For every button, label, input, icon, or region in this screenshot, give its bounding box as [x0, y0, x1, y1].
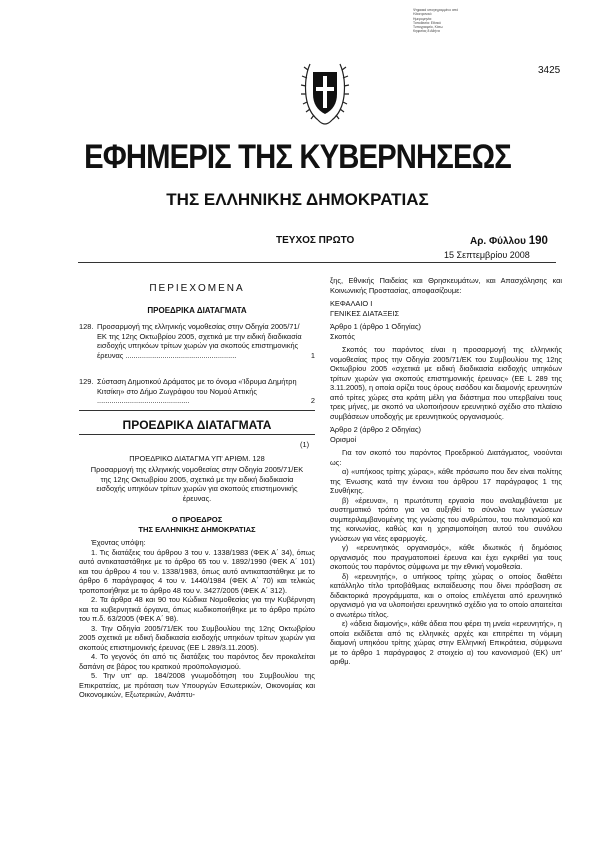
gazette-title: ΕΦΗΜΕΡΙΣ ΤΗΣ ΚΥΒΕΡΝΗΣΕΩΣ — [84, 138, 511, 176]
consideration-paragraph: 1. Τις διατάξεις του άρθρου 3 του ν. 1338/1983 (ΦΕΚ Α΄ 34), όπως αυτό αντικαταστάθηκε με το άρθρο 65 του ν. 1892/1990 (ΦΕΚ Α΄ 101) και του άρθρου 4 του ν. 1338/1983, όπως αυτό αντικαταστάθηκε με το άρθρο 6 παράγραφος 4 του ν. 1440/1984 (ΦΕΚ Α΄ 70) και τελικώς τροποποιήθηκε με το άρθρο 48 του ν. 3427/2005 (ΦΕΚ Α΄ 312). — [79, 547, 315, 595]
definition-paragraph: β) «έρευνα», η πρωτότυπη εργασία που αναλαμβάνεται με συστηματικό τρόπο για να αυξηθεί το σύνολο των γνώσεων συμπεριλαμβανομένης της γνώσης του ανθρώπου, του πολιτισμού και της κοινωνίας, καθώς και η χρησιμοποίηση αυτού του συνόλου γνώσεων για νέες εφαρμογές. — [330, 495, 562, 543]
decrees-heading: ΠΡΟΕΔΡΙΚΑ ΔΙΑΤΑΓΜΑΤΑ — [122, 418, 272, 432]
definition-paragraph: α) «υπήκοος τρίτης χώρας», κάθε πρόσωπο που δεν είναι πολίτης της Ένωσης κατά την έννοια του άρθρου 17 παράγραφος 1 της Συνθήκης. — [330, 467, 562, 495]
toc-item[interactable] — [79, 322, 315, 360]
article-2-title: Άρθρο 2 (άρθρο 2 Οδηγίας) — [330, 425, 421, 434]
decree-description: Προσαρμογή της ελληνικής νομοθεσίας στην Οδηγία 2005/71/ΕΚ της 12ης Οκτωβρίου 2005, σχετικά με την ειδική διαδικασία εισδοχής υπηκόων τρίτων χωρών για σκοπούς επιστημονικής έρευνας. — [90, 465, 304, 503]
toc-divider — [79, 410, 315, 411]
considerations-block — [79, 538, 315, 700]
stamp-line: Τοποθεσία: Εθνικό — [413, 20, 441, 25]
decision-intro: ξης, Εθνικής Παιδείας και Θρησκευμάτων, και Απασχόλησης και Κοινωνικής Προστασίας, αποφασίζουμε: — [330, 276, 562, 295]
stamp-line: Τυπογραφείο, Κάτω — [413, 25, 443, 30]
right-column — [330, 276, 562, 667]
article-1-title: Άρθρο 1 (άρθρο 1 Οδηγίας) — [330, 322, 421, 331]
issue-date: 15 Σεπτεμβρίου 2008 — [444, 250, 530, 260]
toc-item-number: 128. — [79, 322, 94, 331]
consideration-paragraph: 3. Την Οδηγία 2005/71/ΕΚ του Συμβουλίου της 12ης Οκτωβρίου 2005 σχετικά με ειδική διαδικασία εισδοχής υπηκόων τρίτων χωρών για σκοπούς επιστημονικής έρευνας (ΕΕ L 289/3.11.2005). — [79, 623, 315, 652]
toc-item-page: 1 — [310, 350, 315, 360]
article-2-subtitle: Ορισμοί — [330, 434, 357, 444]
toc-heading: ΠΕΡΙΕΧΟΜΕΝΑ — [149, 283, 245, 294]
article-2-intro: Για τον σκοπό του παρόντος Προεδρικού Διατάγματος, νοούνται ως: — [330, 448, 562, 467]
digital-signature-stamp — [413, 8, 479, 34]
toc-item-number: 129. — [79, 377, 94, 386]
toc-item-text: Προσαρμογή της ελληνικής νομοθεσίας στην Οδηγία 2005/71/ΕΚ της 12ης Οκτωβρίου 2005, σχετικά με την ειδική διαδικασία εισδοχής υπηκόων τρίτων χωρών για σκοπούς επιστημονικής έρευνας ...................................................... — [97, 322, 302, 360]
toc-item-text: Σύσταση Δημοτικού Δράματος με το όνομα «Ίδρυμα Δημήτρη Κιτσίκη» στο Δήμο Ζωγράφου του Νομού Αττικής ............................................. — [97, 377, 297, 405]
stamp-line: Ψηφιακά υπογεγραμμένο από — [413, 8, 459, 12]
definition-paragraph: ε) «άδεια διαμονής», κάθε άδεια που φέρει τη μνεία «ερευνητής», η οποία εκδίδεται από τις ελληνικές αρχές και επιτρέπει τη νόμιμη διαμονή υπηκόου τρίτης χώρας στην Ελληνική Επικράτεια, σύμφωνα με το άρθρο 1 παράγραφος 2 στοιχείο α) του κανονισμού (ΕΚ) υπ' αριθμ. — [330, 619, 562, 666]
gazette-subtitle: ΤΗΣ ΕΛΛΗΝΙΚΗΣ ΔΗΜΟΚΡΑΤΙΑΣ — [166, 190, 429, 209]
page-number: 3425 — [538, 65, 561, 76]
decrees-heading-underline — [79, 434, 315, 435]
toc-item-page: 2 — [310, 396, 315, 405]
chapter-title: ΓΕΝΙΚΕΣ ΔΙΑΤΑΞΕΙΣ — [330, 308, 400, 318]
consideration-paragraph: 5. Την υπ' αρ. 184/2008 γνωμοδότηση του Συμβουλίου της Επικρατείας, με πρόταση των Υπουργών Εσωτερικών, Οικονομίας και Οικονομικών, Εξωτερικών, Ανάπτυ- — [79, 671, 315, 699]
toc-item[interactable] — [79, 377, 315, 406]
masthead-divider — [78, 262, 556, 263]
article-1-subtitle: Σκοπός — [330, 331, 355, 341]
consideration-paragraph: 2. Τα άρθρα 48 και 90 του Κώδικα Νομοθεσίας για την Κυβέρνηση και τα κυβερνητικά όργανα, όπως κωδικοποιήθηκε με το άρθρο πρώτο του π.δ. 63/2005 (ΦΕΚ Α΄ 98). — [79, 595, 315, 623]
consideration-paragraph: 4. Το γεγονός ότι από τις διατάξεις του παρόντος δεν προκαλείται δαπάνη σε βάρος του κρατικού προϋπολογισμού. — [79, 652, 315, 671]
greek-coat-of-arms-emblem — [300, 58, 350, 130]
considering-label: Έχοντας υπόψη: — [91, 538, 146, 547]
decree-marker: (1) — [300, 440, 310, 449]
toc-section-title: ΠΡΟΕΔΡΙΚΑ ΔΙΑΤΑΓΜΑΤΑ — [147, 306, 247, 315]
stamp-line: Ηλεκτρονικό — [413, 12, 432, 17]
sheet-number — [470, 235, 548, 247]
president-line-1: Ο ΠΡΟΕΔΡΟΣ — [171, 515, 223, 524]
stamp-line: Ημερομηνία: — [413, 16, 432, 21]
sheet-number-value: 190 — [528, 235, 548, 247]
definition-paragraph: δ) «ερευνητής», ο υπήκοος τρίτης χώρας ο οποίος διαθέτει κατάλληλο τίτλο τριτοβάθμιας εκπαίδευσης που δίνει πρόσβαση σε διδακτορικά προγράμματα, και ο οποίος επιλέγεται από ερευνητικό οργανισμό για να υλοποιήσει ερευνητικό σχέδιο για το οποίο απαιτείται ο ανωτέρω τίτλος. — [330, 571, 562, 619]
decree-title: ΠΡΟΕΔΡΙΚΟ ΔΙΑΤΑΓΜΑ ΥΠ' ΑΡΙΘΜ. 128 — [129, 454, 265, 463]
sheet-label: Αρ. Φύλλου — [470, 236, 526, 247]
chapter-label: ΚΕΦΑΛΑΙΟ Ι — [330, 299, 373, 308]
definition-paragraph: γ) «ερευνητικός οργανισμός», κάθε ιδιωτικός ή δημόσιος οργανισμός που πραγματοποιεί έρευνα και έχει εγκριθεί για τους σκοπούς του παρόντος σύμφωνα με την εθνική νομοθεσία. — [330, 543, 562, 571]
article-1-text: Σκοπός του παρόντος είναι η προσαρμογή της ελληνικής νομοθεσίας προς την Οδηγία 2005/71/ΕΚ του Συμβουλίου της 12ης Οκτωβρίου 2005 «σχετικά με ειδική διαδικασία εισδοχής υπηκόων τρίτων χωρών για σκοπούς επιστημονικής έρευνας» (ΕΕ L 289 της 3.11.2005), η οποία ορίζει τους όρους εισόδου και διαμονής ερευνητών από τρίτες χώρες στα κράτη μέλη για διάστημα που υπερβαίνει τους τρεις μήνες, με σκοπό να υλοποιήσουν ερευνητικό σχέδιο στο πλαίσιο συμβάσεων υποδοχής με ερευνητικούς οργανισμούς. — [330, 345, 562, 421]
stamp-line: Κηφισίας 8 Αθήνα — [413, 29, 440, 34]
issue-label: ΤΕΥΧΟΣ ΠΡΩΤΟ — [276, 235, 355, 246]
president-line-2: ΤΗΣ ΕΛΛΗΝΙΚΗΣ ΔΗΜΟΚΡΑΤΙΑΣ — [138, 524, 256, 534]
president-heading — [79, 515, 315, 534]
